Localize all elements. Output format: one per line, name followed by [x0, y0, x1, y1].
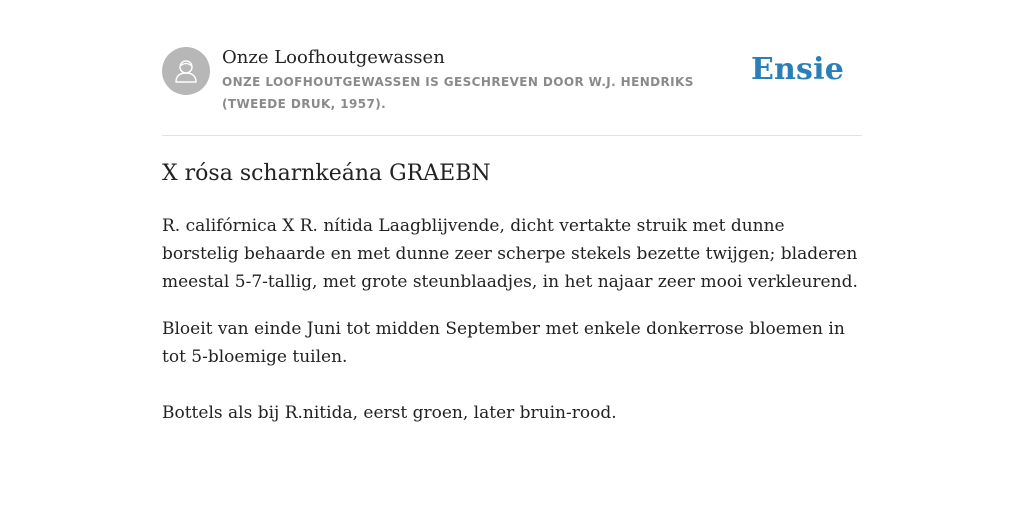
- entry-content: [162, 159, 862, 427]
- entry-paragraph: R. califórnica X R. nítida Laagblijvende, dicht vertakte struik met dunne borstelig behaarde en met dunne zeer scherpe stekels bezette twijgen; bladeren meestal 5-7-tallig, met grote steunblaadjes, in het najaar zeer mooi verkleurend.: [162, 216, 858, 292]
- source-description: ONZE LOOFHOUTGEWASSEN IS GESCHREVEN DOOR W.J. HENDRIKS (TWEEDE DRUK, 1957).: [222, 75, 694, 111]
- avatar[interactable]: [162, 47, 210, 95]
- source-title[interactable]: Onze Loofhoutgewassen: [222, 47, 445, 68]
- user-silhouette-icon: [172, 57, 200, 85]
- entry-paragraph: Bottels als bij R.nitida, eerst groen, later bruin-rood.: [162, 403, 617, 423]
- entry-title: X rósa scharnkeána GRAEBN: [162, 161, 491, 186]
- source-header: [162, 46, 862, 136]
- divider: [162, 135, 862, 136]
- entry-paragraph: Bloeit van einde Juni tot midden September met enkele donkerrose bloemen in tot 5-bloemige tuilen.: [162, 319, 845, 367]
- ensie-logo[interactable]: Ensie: [750, 52, 844, 87]
